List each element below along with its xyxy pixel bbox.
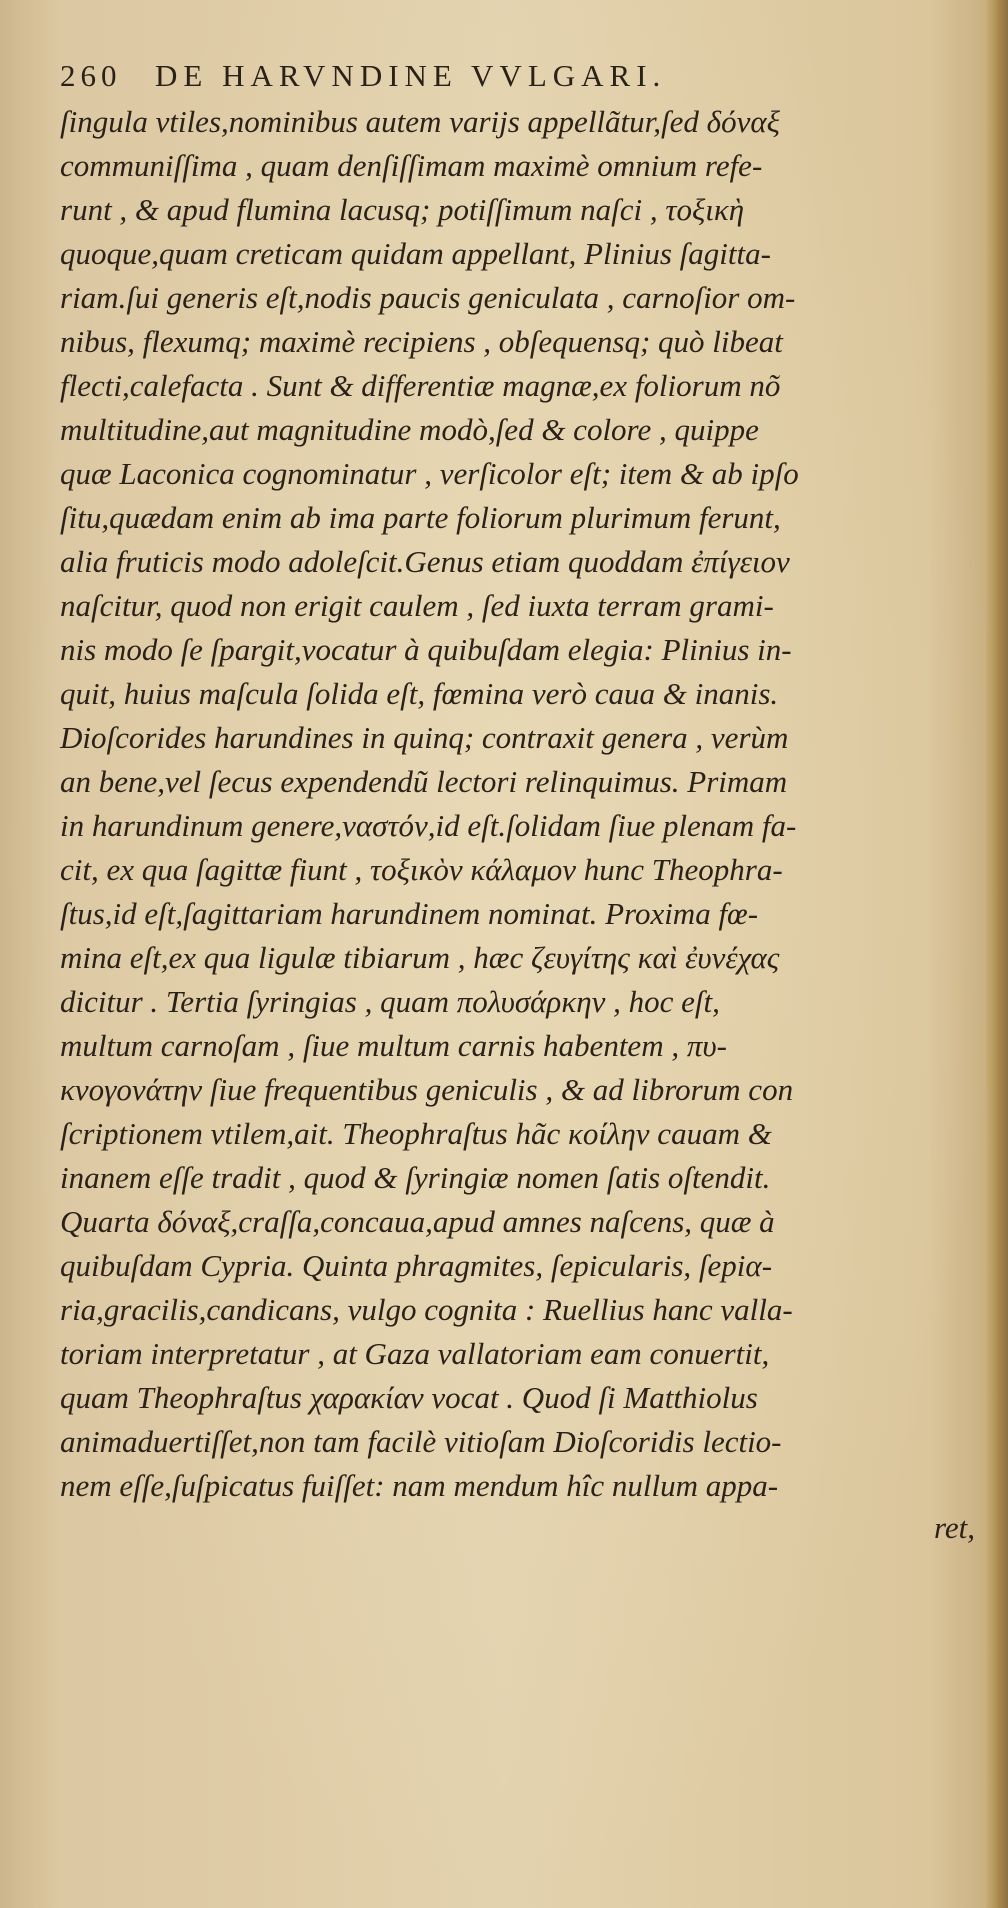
text-line: Dioſcorides harundines in quinq; contraxit genera , verùm [60, 720, 789, 755]
page-edge [986, 0, 1008, 1908]
text-line: ſingula vtiles,nominibus autem varijs appellãtur,ſed δόναξ [60, 104, 780, 139]
text-line: quæ Laconica cognominatur , verſicolor eſt; item & ab ipſo [60, 456, 799, 491]
text-line: dicitur . Tertia ſyringias , quam πολυσάρκην , hoc eſt, [60, 984, 720, 1019]
text-line: ſitu,quædam enim ab ima parte foliorum plurimum ferunt, [60, 500, 781, 535]
text-line: nibus, flexumq; maximè recipiens , obſequensq; quò libeat [60, 324, 783, 359]
text-line: nem eſſe,ſuſpicatus fuiſſet: nam mendum hîc nullum appa- [60, 1468, 779, 1503]
text-line: quam Theophraſtus χαρακίαν vocat . Quod ſi Matthiolus [60, 1380, 758, 1415]
running-head [60, 58, 930, 98]
text-line: ſtus,id eſt,ſagittariam harundinem nominat. Proxima fœ- [60, 896, 759, 931]
text-line: runt , & apud flumina lacusq; potiſſimum naſci , τοξικὴ [60, 192, 745, 227]
text-line: inanem eſſe tradit , quod & ſyringiæ nomen ſatis oſtendit. [60, 1160, 771, 1195]
text-line: toriam interpretatur , at Gaza vallatoriam eam conuertit, [60, 1336, 770, 1371]
text-line: ria,gracilis,candicans, vulgo cognita : Ruellius hanc valla- [60, 1292, 793, 1327]
text-line: cit, ex qua ſagittæ fiunt , τοξικὸν κάλαμον hunc Theophra- [60, 852, 783, 887]
text-block [60, 100, 975, 1840]
page-number: 260 [60, 58, 122, 93]
text-line: naſcitur, quod non erigit caulem , ſed iuxta terram grami- [60, 588, 774, 623]
text-line: alia fruticis modo adoleſcit.Genus etiam quoddam ἐπίγειον [60, 544, 790, 579]
page-title: DE HARVNDINE VVLGARI. [155, 58, 667, 93]
text-line: quoque,quam creticam quidam appellant, Plinius ſagitta- [60, 236, 771, 271]
text-line: communiſſima , quam denſiſſimam maximè omnium refe- [60, 148, 763, 183]
text-line: in harundinum genere,ναστόν,id eſt.ſolidam ſiue plenam fa- [60, 808, 797, 843]
text-line: multum carnoſam , ſiue multum carnis habentem , πυ- [60, 1028, 727, 1063]
text-line: ſcriptionem vtilem,ait. Theophraſtus hãc κοίλην cauam & [60, 1116, 772, 1151]
text-line: riam.ſui generis eſt,nodis paucis geniculata , carnoſior om- [60, 280, 796, 315]
catchword: ret, [933, 1510, 975, 1545]
text-line: flecti,calefacta . Sunt & differentiæ magnæ,ex foliorum nõ [60, 368, 781, 403]
text-line: κνογονάτην ſiue frequentibus geniculis , & ad librorum con [60, 1072, 794, 1107]
text-line: quit, huius maſcula ſolida eſt, fœmina verò caua & inanis. [60, 676, 779, 711]
text-line: Quarta δόναξ,craſſa,concaua,apud amnes naſcens, quæ à [60, 1204, 775, 1239]
text-line: multitudine,aut magnitudine modò,ſed & colore , quippe [60, 412, 759, 447]
text-line: an bene,vel ſecus expendendũ lectori relinquimus. Primam [60, 764, 788, 799]
text-line: nis modo ſe ſpargit,vocatur à quibuſdam elegia: Plinius in- [60, 632, 792, 667]
text-line: animaduertiſſet,non tam facilè vitioſam Dioſcoridis lectio- [60, 1424, 782, 1459]
text-line: mina eſt,ex qua ligulæ tibiarum , hæc ζευγίτης καὶ ἐυνέχας [60, 940, 780, 975]
text-line: quibuſdam Cypria. Quinta phragmites, ſepicularis, ſepiα- [60, 1248, 773, 1283]
